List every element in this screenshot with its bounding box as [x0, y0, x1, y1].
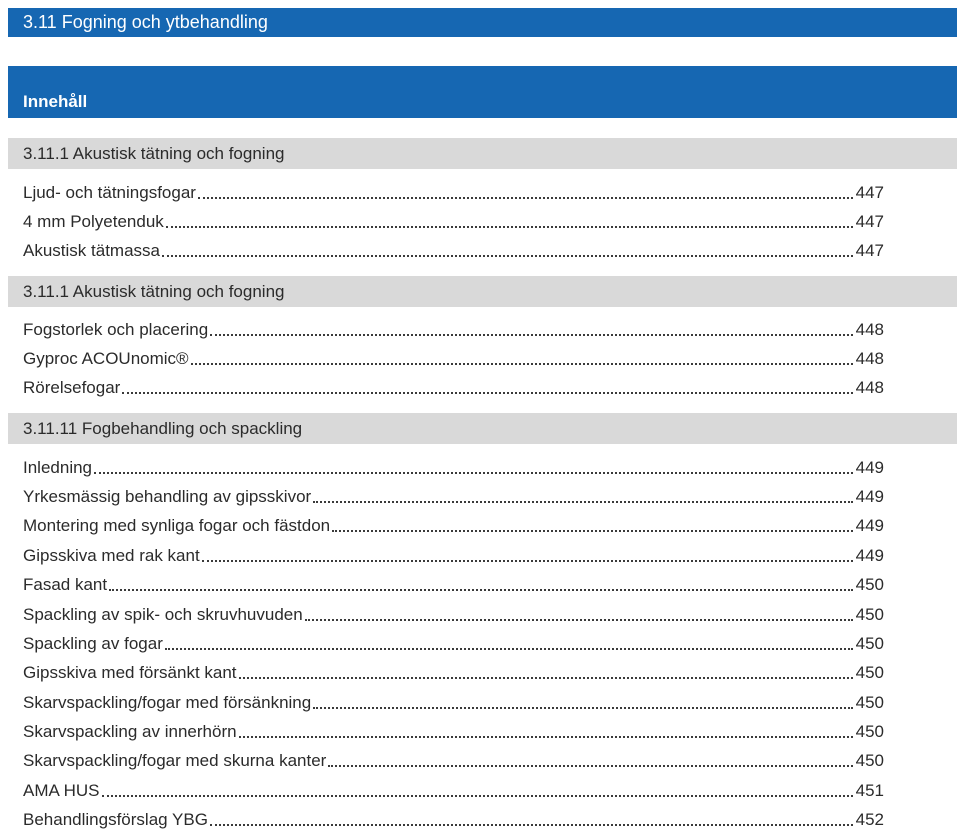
dot-leader [210, 334, 852, 336]
toc-entry-page: 450 [855, 751, 884, 770]
toc-entry-label: Gyproc ACOUnomic® [23, 349, 189, 368]
toc-entry-label: Skarvspackling av innerhörn [23, 722, 237, 741]
dot-leader [109, 589, 853, 591]
toc-entry-page: 452 [855, 810, 884, 829]
toc-entry-page: 450 [855, 693, 884, 712]
dot-leader [305, 619, 853, 621]
dot-leader [332, 530, 853, 532]
toc-entry-page: 448 [855, 320, 884, 339]
dot-leader [202, 560, 853, 562]
section-heading: 3.11.1 Akustisk tätning och fogning [8, 138, 957, 169]
dot-leader [239, 677, 853, 679]
toc-entry-label: Montering med synliga fogar och fästdon [23, 516, 331, 535]
toc-entry-label: 4 mm Polyetenduk [23, 212, 164, 231]
toc-entry[interactable] [23, 808, 884, 832]
toc-entry-label: Gipsskiva med försänkt kant [23, 663, 237, 682]
toc-header: Innehåll [8, 66, 957, 118]
toc-entry[interactable] [23, 749, 884, 773]
toc-entry-page: 449 [855, 546, 884, 565]
section-heading: 3.11.1 Akustisk tätning och fogning [8, 276, 957, 307]
toc-entry-label: Skarvspackling/fogar med försänkning [23, 693, 312, 712]
toc-entry-label: Fasad kant [23, 575, 108, 594]
dot-leader [94, 472, 853, 474]
toc-entry[interactable] [23, 779, 884, 803]
toc-entry-label: Akustisk tätmassa [23, 241, 160, 260]
toc-entry-page: 450 [855, 634, 884, 653]
section-heading: 3.11.11 Fogbehandling och spackling [8, 413, 957, 444]
toc-entry[interactable] [23, 603, 884, 627]
toc-entry[interactable] [23, 456, 884, 480]
toc-entry-page: 447 [855, 183, 884, 202]
toc-entry[interactable] [23, 485, 884, 509]
toc-entry[interactable] [23, 376, 884, 400]
toc-entry-page: 450 [855, 663, 884, 682]
toc-entry-label: AMA HUS [23, 781, 100, 800]
toc-entry-page: 447 [855, 212, 884, 231]
toc-entry[interactable] [23, 573, 884, 597]
toc-entry-label: Fogstorlek och placering [23, 320, 209, 339]
toc-entry[interactable] [23, 661, 884, 685]
toc-entry-page: 450 [855, 605, 884, 624]
dot-leader [328, 765, 852, 767]
dot-leader [198, 197, 853, 199]
toc-entry-label: Yrkesmässig behandling av gipsskivor [23, 487, 312, 506]
toc-entry[interactable] [23, 318, 884, 342]
toc-entry[interactable] [23, 691, 884, 715]
toc-entry-label: Rörelsefogar [23, 378, 121, 397]
dot-leader [313, 501, 852, 503]
toc-entry-page: 449 [855, 487, 884, 506]
toc-entry[interactable] [23, 720, 884, 744]
toc-entry[interactable] [23, 632, 884, 656]
toc-entry[interactable] [23, 181, 884, 205]
page-title: 3.11 Fogning och ytbehandling [8, 8, 957, 37]
dot-leader [313, 707, 852, 709]
dot-leader [239, 736, 853, 738]
toc-entry-label: Ljud- och tätningsfogar [23, 183, 196, 202]
toc-entry-label: Gipsskiva med rak kant [23, 546, 200, 565]
toc-entry-label: Skarvspackling/fogar med skurna kanter [23, 751, 327, 770]
toc-entry[interactable] [23, 514, 884, 538]
toc-entry-page: 447 [855, 241, 884, 260]
toc-entry[interactable] [23, 210, 884, 234]
toc-entry-page: 450 [855, 722, 884, 741]
dot-leader [165, 648, 853, 650]
toc-entry[interactable] [23, 544, 884, 568]
toc-entry-page: 448 [855, 349, 884, 368]
dot-leader [166, 226, 853, 228]
dot-leader [162, 255, 853, 257]
toc-entry-label: Spackling av fogar [23, 634, 163, 653]
toc-entry[interactable] [23, 347, 884, 371]
toc-entry-label: Behandlingsförslag YBG [23, 810, 208, 829]
dot-leader [102, 795, 853, 797]
toc-entry-page: 449 [855, 516, 884, 535]
toc-entry-page: 451 [855, 781, 884, 800]
dot-leader [122, 392, 852, 394]
dot-leader [210, 824, 853, 826]
toc-entry-page: 449 [855, 458, 884, 477]
dot-leader [191, 363, 853, 365]
toc-entry-page: 450 [855, 575, 884, 594]
toc-entry-label: Inledning [23, 458, 93, 477]
toc-entry-page: 448 [855, 378, 884, 397]
toc-entry-label: Spackling av spik- och skruvhuvuden [23, 605, 303, 624]
toc-entry[interactable] [23, 239, 884, 263]
